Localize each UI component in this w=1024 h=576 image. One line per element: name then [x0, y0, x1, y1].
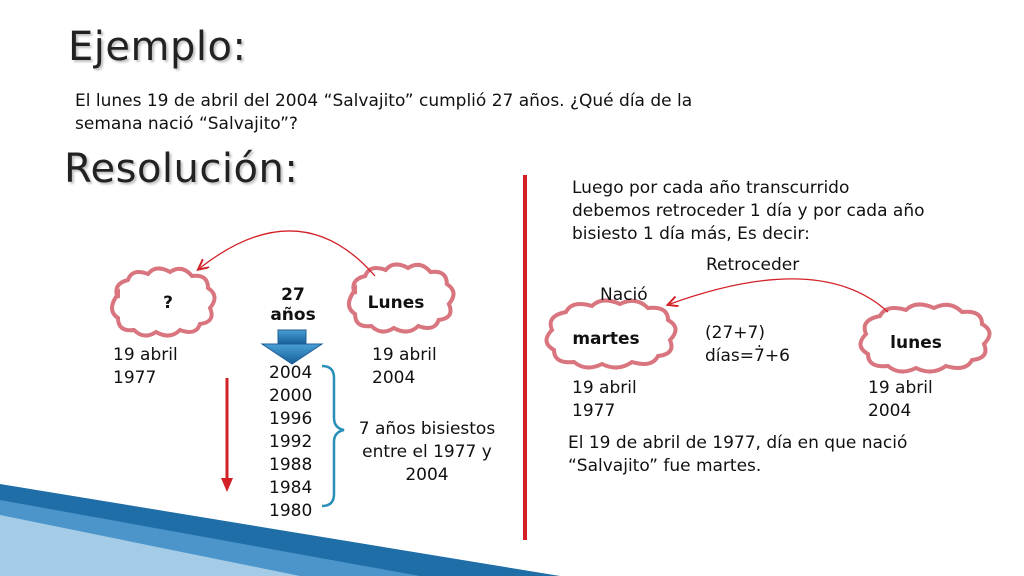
year-brace	[322, 366, 344, 506]
cloud-lunes-label: Lunes	[367, 293, 425, 313]
left-end-date	[372, 344, 437, 390]
date-day: 19 abril	[113, 345, 178, 365]
left-start-date	[113, 344, 178, 390]
cloud-martes-label: martes	[572, 329, 640, 349]
date-day: 19 abril	[372, 345, 437, 365]
arc-arrow-right	[670, 279, 888, 312]
date-year: 2004	[372, 368, 416, 388]
cloud-lunes-right-label: lunes	[890, 333, 942, 353]
leap-year: 1992	[269, 432, 313, 452]
conclusion-line: El 19 de abril de 1977, día en que nació	[568, 433, 908, 453]
years-label	[253, 285, 333, 325]
formula-line: (27+7)	[705, 323, 765, 343]
years-number: 27	[281, 285, 305, 305]
retroceder-label: Retroceder	[706, 255, 800, 275]
date-year: 1977	[572, 401, 616, 421]
red-down-arrow	[221, 378, 233, 492]
explanation-text	[572, 177, 992, 246]
explanation-line: debemos retroceder 1 día y por cada año	[572, 201, 925, 221]
problem-line: semana nació “Salvajito”?	[75, 114, 298, 134]
leap-year: 1980	[269, 501, 313, 521]
leap-year: 2000	[269, 386, 313, 406]
leap-year: 1984	[269, 478, 313, 498]
date-day: 19 abril	[572, 378, 637, 398]
leap-year: 2004	[269, 363, 313, 383]
conclusion-line: “Salvajito” fue martes.	[568, 456, 762, 476]
leap-year-list	[269, 362, 312, 523]
resolution-title: Resolución:	[64, 146, 299, 192]
right-end-date	[868, 377, 933, 423]
years-word: años	[270, 305, 316, 325]
leap-year: 1996	[269, 409, 313, 429]
explanation-line: Luego por cada año transcurrido	[572, 178, 850, 198]
note-line: 7 años bisiestos	[358, 419, 496, 439]
blue-down-arrow	[262, 330, 322, 364]
nacio-label: Nació	[600, 285, 648, 305]
arc-arrow-left	[200, 231, 375, 276]
date-year: 1977	[113, 368, 157, 388]
formula-line: días=7̇+6	[705, 346, 790, 366]
right-start-date	[572, 377, 637, 423]
page-title: Ejemplo:	[68, 24, 247, 70]
formula	[705, 322, 790, 368]
leap-year: 1988	[269, 455, 313, 475]
conclusion-text	[568, 432, 988, 478]
note-line: 2004	[405, 465, 449, 485]
problem-statement	[75, 90, 855, 136]
leap-year-note	[346, 418, 508, 487]
problem-line: El lunes 19 de abril del 2004 “Salvajito” cumplió 27 años. ¿Qué día de la	[75, 91, 693, 111]
cloud-unknown-label: ?	[163, 293, 173, 313]
explanation-line: bisiesto 1 día más, Es decir:	[572, 224, 810, 244]
date-day: 19 abril	[868, 378, 933, 398]
date-year: 2004	[868, 401, 912, 421]
note-line: entre el 1977 y	[362, 442, 492, 462]
